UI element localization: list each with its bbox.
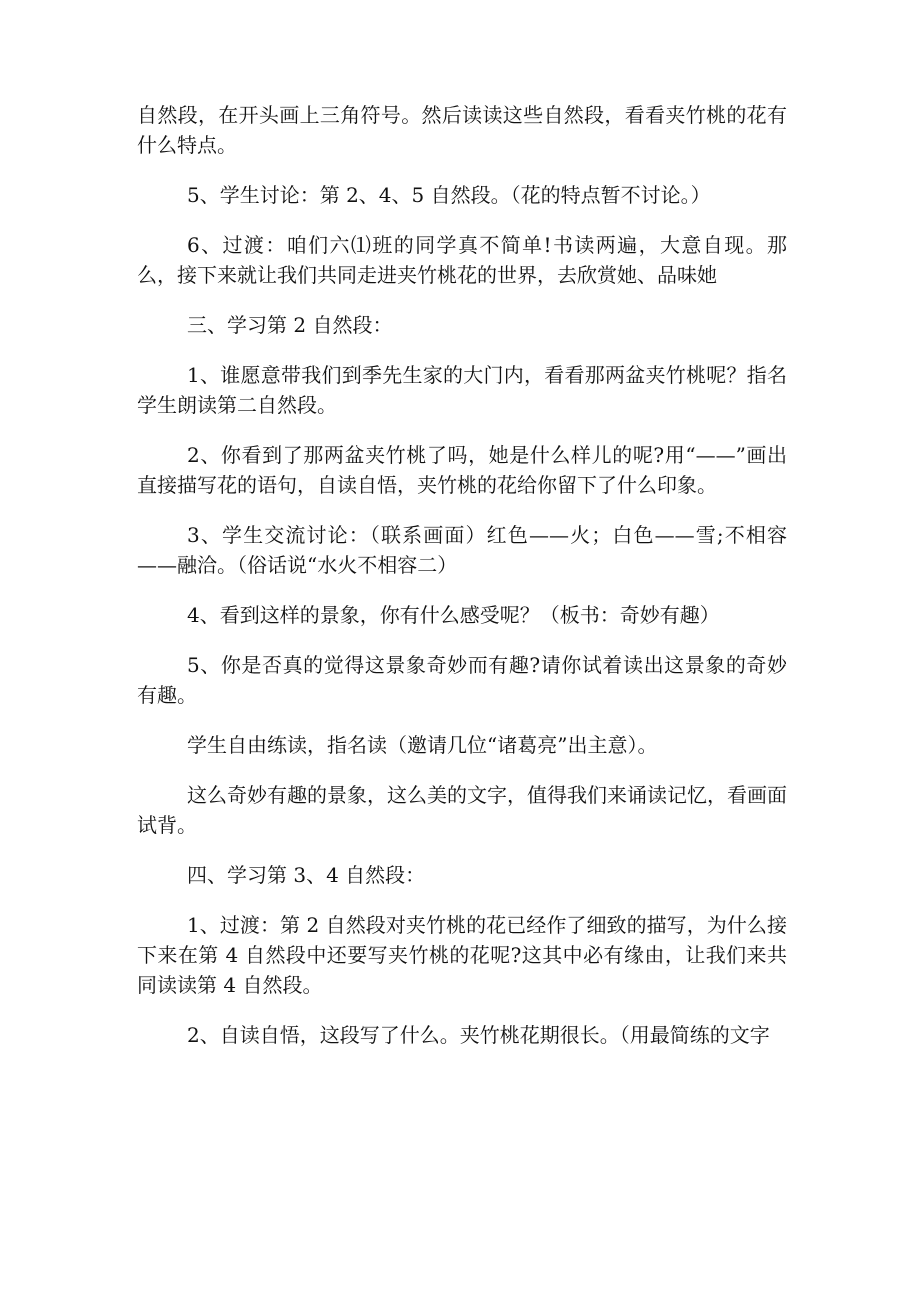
paragraph: 1、谁愿意带我们到季先生家的大门内，看看那两盆夹竹桃呢？指名学生朗读第二自然段。 [137, 363, 787, 417]
paragraph-continuation: 自然段，在开头画上三角符号。然后读读这些自然段，看看夹竹桃的花有什么特点。 [137, 103, 787, 157]
paragraph: 2、自读自悟，这段写了什么。夹竹桃花期很长。（用最简练的文字 [187, 1023, 770, 1047]
paragraph: 这么奇妙有趣的景象，这么美的文字，值得我们来诵读记忆，看画面试背。 [137, 783, 787, 837]
paragraph: 5、学生讨论：第 2、4、5 自然段。（花的特点暂不讨论。） [187, 183, 711, 207]
section-heading: 三、学习第 2 自然段： [187, 313, 393, 337]
paragraph: 3、学生交流讨论：（联系画面）红色——火；白色——雪;不相容——融洽。（俗话说“水火不相容二） [137, 523, 787, 577]
paragraph: 6、过渡：咱们六⑴班的同学真不简单!书读两遍，大意自现。那么，接下来就让我们共同走进夹竹桃花的世界，去欣赏她、品味她 [137, 233, 787, 287]
paragraph: 4、看到这样的景象，你有什么感受呢？（板书：奇妙有趣） [187, 603, 720, 627]
paragraph: 学生自由练读，指名读（邀请几位“诸葛亮”出主意）。 [187, 733, 658, 757]
paragraph: 1、过渡：第 2 自然段对夹竹桃的花已经作了细致的描写，为什么接下来在第 4 自然段中还要写夹竹桃的花呢?这其中必有缘由，让我们来共同读读第 4 自然段。 [137, 913, 787, 997]
section-heading: 四、学习第 3、4 自然段： [187, 863, 426, 887]
paragraph: 2、你看到了那两盆夹竹桃了吗，她是什么样儿的呢?用“——”画出直接描写花的语句，自读自悟，夹竹桃的花给你留下了什么印象。 [137, 443, 787, 497]
document-body [137, 100, 787, 1070]
paragraph: 5、你是否真的觉得这景象奇妙而有趣?请你试着读出这景象的奇妙有趣。 [137, 653, 787, 707]
